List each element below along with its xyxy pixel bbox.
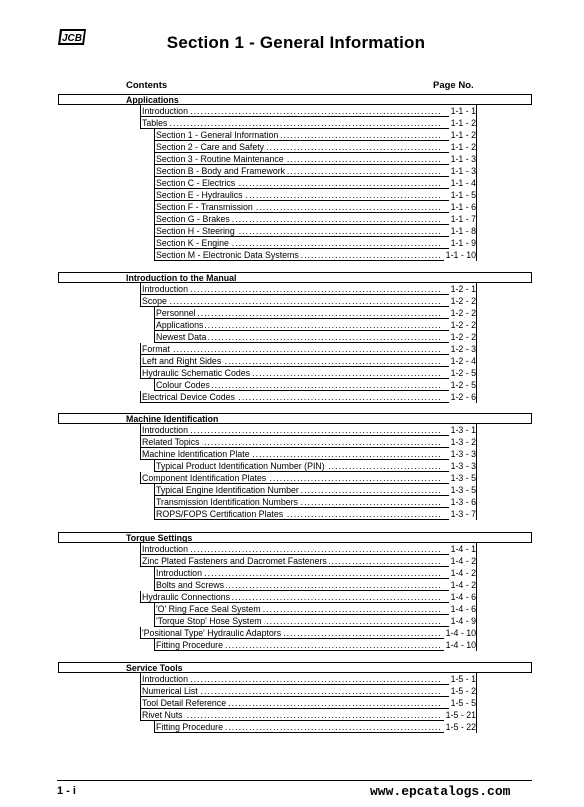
toc-entry-page: 1-2 - 2 (450, 308, 476, 318)
toc-entry[interactable] (58, 213, 532, 225)
toc-entry-label (156, 189, 442, 201)
toc-entry-label (156, 508, 442, 520)
toc-entry[interactable] (58, 153, 532, 165)
toc-entry-label (142, 472, 442, 484)
toc-entry-text: Tool Detail Reference (142, 698, 227, 708)
toc-entry-page: 1-1 - 5 (450, 190, 476, 200)
toc-entry[interactable] (58, 496, 532, 508)
toc-entry-label (156, 639, 442, 651)
toc-entry-text: Rivet Nuts (142, 710, 183, 720)
toc-entry-page: 1-1 - 3 (450, 154, 476, 164)
toc-entry-page: 1-4 - 2 (450, 556, 476, 566)
toc-entry-label (156, 249, 442, 261)
toc-entry-text: Introduction (142, 106, 188, 116)
toc-entry-page: 1-1 - 4 (450, 178, 476, 188)
toc-entry-text: 'Torque Stop' Hose System (156, 616, 262, 626)
toc-section-title: Machine Identification (58, 413, 532, 424)
toc-entry-label (156, 165, 442, 177)
footer-divider (57, 780, 532, 781)
toc-entry[interactable] (58, 673, 532, 685)
toc-entry-label (142, 543, 442, 555)
toc-entry-text: Left and Right Sides (142, 356, 222, 366)
toc-entry-text: Bolts and Screws (156, 580, 224, 590)
toc-entry-page: 1-4 - 2 (450, 568, 476, 578)
toc-entry[interactable] (58, 307, 532, 319)
toc-entry-label (142, 391, 442, 403)
toc-entry[interactable] (58, 472, 532, 484)
toc-entry[interactable] (58, 343, 532, 355)
toc-entry-text: Section 3 - Routine Maintenance (156, 154, 284, 164)
toc-entry[interactable] (58, 295, 532, 307)
toc-section-title: Torque Settings (58, 532, 532, 543)
toc-entry[interactable] (58, 225, 532, 237)
toc-entry[interactable] (58, 721, 532, 733)
toc-entry-text: Section 1 - General Information (156, 130, 279, 140)
toc-entry-page: 1-5 - 5 (450, 698, 476, 708)
toc-entry-text: Related Topics (142, 437, 200, 447)
toc-entry-page: 1-4 - 6 (450, 592, 476, 602)
toc-entry-label (142, 295, 442, 307)
toc-entry[interactable] (58, 484, 532, 496)
toc-entry-label (156, 484, 442, 496)
toc-entry[interactable] (58, 603, 532, 615)
toc-entry-text: Section F - Transmission (156, 202, 253, 212)
page-title: Section 1 - General Information (166, 33, 426, 52)
toc-entry-page: 1-5 - 2 (450, 686, 476, 696)
toc-entry-label (142, 283, 442, 295)
toc-entry[interactable] (58, 105, 532, 117)
toc-entry-text: ROPS/FOPS Certification Plates (156, 509, 284, 519)
toc-entry[interactable] (58, 567, 532, 579)
toc-entry-page: 1-1 - 2 (450, 130, 476, 140)
toc-entry-text: Section M - Electronic Data Systems (156, 250, 299, 260)
toc-entry-label (142, 709, 442, 721)
toc-entry-page: 1-2 - 1 (450, 284, 476, 294)
toc-entry-text: Section 2 - Care and Safety (156, 142, 265, 152)
toc-entry-page: 1-3 - 6 (450, 497, 476, 507)
toc-entry-label (142, 355, 442, 367)
toc-entry-label (156, 460, 442, 472)
toc-entry[interactable] (58, 237, 532, 249)
toc-entry[interactable] (58, 177, 532, 189)
toc-entry-page: 1-3 - 3 (450, 461, 476, 471)
toc-entry-page: 1-5 - 21 (445, 710, 476, 720)
toc-entry-text: Typical Product Identification Number (PIN) (156, 461, 325, 471)
toc-entry[interactable] (58, 165, 532, 177)
toc-entry[interactable] (58, 424, 532, 436)
toc-entry-text: Section B - Body and Framework (156, 166, 286, 176)
toc-entry-page: 1-5 - 1 (450, 674, 476, 684)
toc-entry[interactable] (58, 331, 532, 343)
toc-entry-label (156, 129, 442, 141)
toc-entry-label (156, 141, 442, 153)
toc-entry-page: 1-3 - 2 (450, 437, 476, 447)
toc-entry-page: 1-4 - 10 (445, 640, 476, 650)
toc-entry-page: 1-1 - 9 (450, 238, 476, 248)
toc-entry-label (142, 591, 442, 603)
toc-entry-page: 1-2 - 5 (450, 368, 476, 378)
toc-entry-label (156, 153, 442, 165)
toc-entry-text: Section G - Brakes (156, 214, 230, 224)
toc-entry[interactable] (58, 627, 532, 639)
toc-entry-page: 1-1 - 3 (450, 166, 476, 176)
toc-entry-text: Section H - Steering (156, 226, 235, 236)
website-watermark: www.epcatalogs.com (370, 784, 511, 799)
toc-entry-page: 1-1 - 2 (450, 118, 476, 128)
toc-entry-page: 1-4 - 6 (450, 604, 476, 614)
toc-entry-page: 1-1 - 10 (445, 250, 476, 260)
toc-section-title: Service Tools (58, 662, 532, 673)
toc-entry[interactable] (58, 685, 532, 697)
toc-entry-label (142, 343, 442, 355)
toc-entry-page: 1-4 - 10 (445, 628, 476, 638)
toc-entry[interactable] (58, 709, 532, 721)
toc-section (58, 532, 532, 651)
toc-entry[interactable] (58, 189, 532, 201)
toc-entry-text: Personnel (156, 308, 196, 318)
toc-entry-page: 1-2 - 2 (450, 332, 476, 342)
toc-entry[interactable] (58, 697, 532, 709)
toc-entry-text: Hydraulic Schematic Codes (142, 368, 251, 378)
toc-entry[interactable] (58, 508, 532, 520)
toc-entry-text: Applications (156, 320, 204, 330)
toc-entry-text: Section K - Engine (156, 238, 229, 248)
toc-entry-page: 1-2 - 2 (450, 320, 476, 330)
toc-entry[interactable] (58, 448, 532, 460)
toc-entry-text: Machine Identification Plate (142, 449, 250, 459)
toc-entry-label (142, 627, 442, 639)
toc-entry[interactable] (58, 117, 532, 129)
toc-entry-label (142, 117, 442, 129)
toc-entry-label (142, 424, 442, 436)
toc-entry-page: 1-1 - 2 (450, 142, 476, 152)
toc-entry[interactable] (58, 141, 532, 153)
toc-entry-label (156, 237, 442, 249)
toc-entry[interactable] (58, 391, 532, 403)
toc-section-title: Applications (58, 94, 532, 105)
toc-entry-page: 1-1 - 8 (450, 226, 476, 236)
toc-entry-page: 1-2 - 3 (450, 344, 476, 354)
toc-entry[interactable] (58, 436, 532, 448)
toc-entry-text: 'Positional Type' Hydraulic Adaptors (142, 628, 282, 638)
toc-entry-text: Section E - Hydraulics (156, 190, 243, 200)
toc-entry-text: Electrical Device Codes (142, 392, 235, 402)
toc-entry-label (156, 603, 442, 615)
toc-entry-text: Numerical List (142, 686, 198, 696)
toc-entry-page: 1-5 - 22 (445, 722, 476, 732)
toc-entry-page: 1-2 - 5 (450, 380, 476, 390)
toc-entry-page: 1-4 - 1 (450, 544, 476, 554)
toc-entry-page: 1-3 - 1 (450, 425, 476, 435)
toc-entry-label (156, 579, 442, 591)
toc-entry-label (142, 367, 442, 379)
toc-entry[interactable] (58, 591, 532, 603)
toc-entry-text: Section C - Electrics (156, 178, 236, 188)
toc-section (58, 662, 532, 733)
toc-entry-label (142, 697, 442, 709)
toc-entry-text: Colour Codes (156, 380, 210, 390)
toc-entry[interactable] (58, 543, 532, 555)
toc-entry-label (156, 201, 442, 213)
toc-entry[interactable] (58, 283, 532, 295)
toc-entry[interactable] (58, 579, 532, 591)
toc-entry-text: Scope (142, 296, 167, 306)
toc-entry[interactable] (58, 460, 532, 472)
toc-entry[interactable] (58, 249, 532, 261)
toc-entry-label (156, 213, 442, 225)
toc-entry[interactable] (58, 319, 532, 331)
toc-entry[interactable] (58, 615, 532, 627)
toc-entry-text: Fitting Procedure (156, 722, 223, 732)
toc-entry-text: Hydraulic Connections (142, 592, 231, 602)
toc-section (58, 272, 532, 403)
toc-entry-text: Newest Data (156, 332, 207, 342)
toc-entry-label (142, 555, 442, 567)
toc-entry-label (142, 685, 442, 697)
toc-entry[interactable] (58, 367, 532, 379)
toc-entry-text: Typical Engine Identification Number (156, 485, 299, 495)
toc-entry-label (156, 567, 442, 579)
toc-entry-text: Introduction (142, 674, 188, 684)
toc-entry[interactable] (58, 555, 532, 567)
toc-entry-text: 'O' Ring Face Seal System (156, 604, 261, 614)
toc-entry-text: Introduction (142, 425, 188, 435)
toc-entry-label (156, 319, 442, 331)
toc-entry-page: 1-3 - 5 (450, 485, 476, 495)
toc-entry[interactable] (58, 379, 532, 391)
toc-entry[interactable] (58, 639, 532, 651)
toc-entry-label (142, 436, 442, 448)
toc-entry-page: 1-3 - 5 (450, 473, 476, 483)
toc-entry-label (142, 105, 442, 117)
toc-entry[interactable] (58, 129, 532, 141)
contents-heading: Contents (126, 80, 168, 91)
toc-entry-text: Introduction (142, 284, 188, 294)
toc-entry-page: 1-3 - 7 (450, 509, 476, 519)
toc-entry-text: Tables (142, 118, 168, 128)
toc-section (58, 413, 532, 520)
page-no-heading: Page No. (433, 80, 474, 91)
toc-entry[interactable] (58, 355, 532, 367)
toc-entry-page: 1-2 - 6 (450, 392, 476, 402)
toc-entry-page: 1-1 - 6 (450, 202, 476, 212)
toc-entry-text: Zinc Plated Fasteners and Dacromet Fasteners (142, 556, 327, 566)
toc-entry-label (156, 379, 442, 391)
toc-entry-label (156, 496, 442, 508)
toc-entry-page: 1-2 - 2 (450, 296, 476, 306)
toc-entry-page: 1-2 - 4 (450, 356, 476, 366)
toc-entry-text: Transmission Identification Numbers (156, 497, 298, 507)
toc-entry-label (142, 673, 442, 685)
toc-entry-text: Introduction (142, 544, 188, 554)
toc-entry-page: 1-3 - 3 (450, 449, 476, 459)
page-number: 1 - i (57, 785, 76, 797)
toc-entry-label (156, 721, 442, 733)
toc-entry-label (156, 225, 442, 237)
toc-section (58, 94, 532, 261)
toc-entry-label (156, 307, 442, 319)
toc-entry-page: 1-1 - 7 (450, 214, 476, 224)
toc-entry-text: Component Identification Plates (142, 473, 267, 483)
toc-entry-text: Introduction (156, 568, 202, 578)
toc-entry-text: Format (142, 344, 170, 354)
toc-section-title: Introduction to the Manual (58, 272, 532, 283)
toc-entry-page: 1-1 - 1 (450, 106, 476, 116)
toc-entry[interactable] (58, 201, 532, 213)
toc-entry-label (142, 448, 442, 460)
toc-entry-page: 1-4 - 2 (450, 580, 476, 590)
toc-entry-label (156, 331, 442, 343)
toc-entry-label (156, 615, 442, 627)
toc-entry-label (156, 177, 442, 189)
toc-entry-text: Fitting Procedure (156, 640, 223, 650)
logo-text: JCB (61, 33, 83, 44)
toc-entry-page: 1-4 - 9 (450, 616, 476, 626)
